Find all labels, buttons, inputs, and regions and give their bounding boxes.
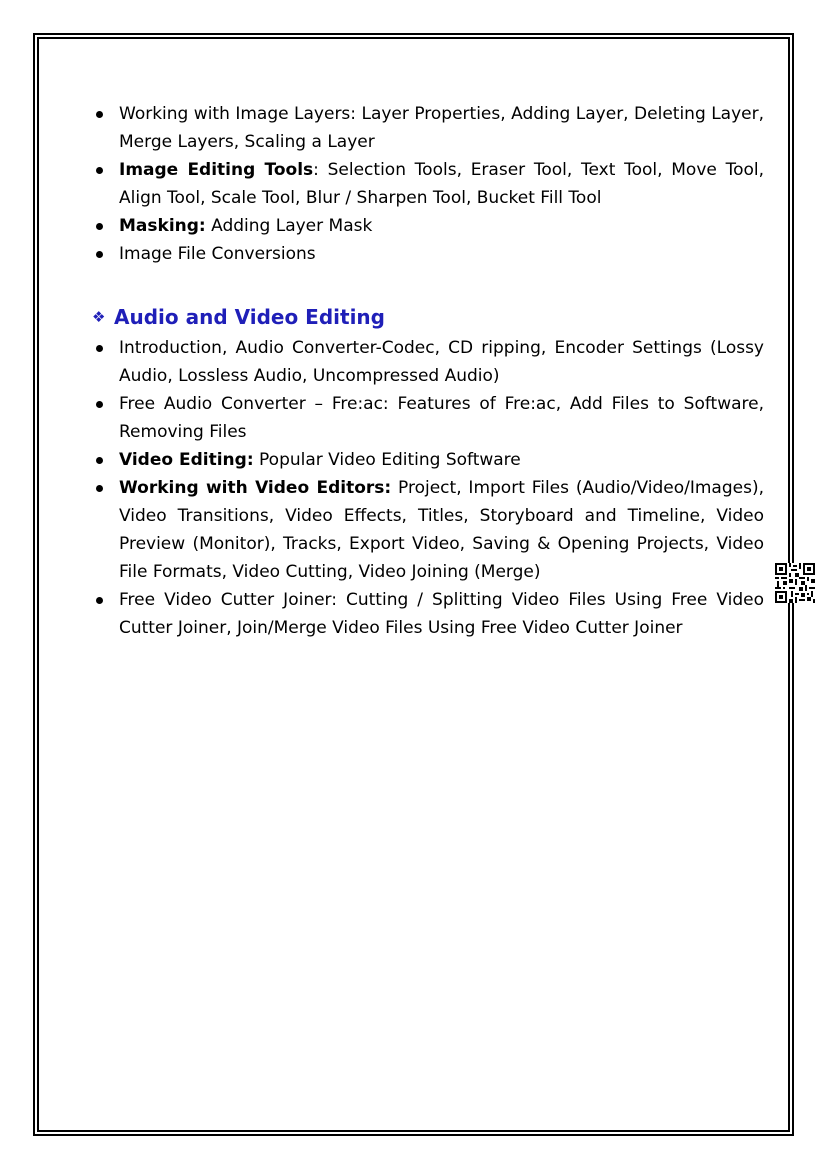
list-item-text: Working with Image Layers: Layer Properties, Adding Layer, Deleting Layer, Merge Layers, Scaling a Layer bbox=[119, 104, 764, 152]
list-item bbox=[92, 334, 764, 390]
list-item-text: Free Video Cutter Joiner: Cutting / Splitting Video Files Using Free Video Cutter Joiner, Join/Merge Video Files Using Free Video Cutter Joiner bbox=[119, 590, 764, 638]
section-heading-text: Audio and Video Editing bbox=[114, 305, 385, 329]
qr-code-icon[interactable] bbox=[775, 563, 815, 603]
list-item bbox=[92, 474, 764, 586]
bullet-icon bbox=[96, 457, 103, 464]
list-item-text: : Selection Tools, Eraser Tool, Text Tool, Move Tool, Align Tool, Scale Tool, Blur / Sharpen Tool, Bucket Fill Tool bbox=[119, 160, 764, 208]
list-item-text: Popular Video Editing Software bbox=[253, 450, 521, 470]
bullet-icon bbox=[96, 597, 103, 604]
list-item-lead: Working with Video Editors: bbox=[119, 478, 392, 498]
section-heading-audio-video bbox=[92, 302, 764, 332]
bullet-icon bbox=[96, 167, 103, 174]
bullet-icon bbox=[96, 223, 103, 230]
list-item bbox=[92, 100, 764, 156]
diamond-icon: ❖ bbox=[92, 308, 106, 326]
list-item bbox=[92, 212, 764, 240]
list-item-text: Image File Conversions bbox=[119, 244, 316, 264]
list-item-text: Introduction, Audio Converter-Codec, CD ripping, Encoder Settings (Lossy Audio, Lossless Audio, Uncompressed Audio) bbox=[119, 338, 764, 386]
bullet-icon bbox=[96, 485, 103, 492]
list-item-lead: Image Editing Tools bbox=[119, 160, 314, 180]
list-item bbox=[92, 446, 764, 474]
page-content bbox=[92, 100, 764, 642]
list-item-text: Project, Import Files (Audio/Video/Images), Video Transitions, Video Effects, Titles, Storyboard and Timeline, Video Preview (Monitor), Tracks, Export Video, Saving & Opening Projects, Video File Formats, Video Cutting, Video Joining (Merge) bbox=[119, 478, 764, 582]
audio-video-list bbox=[92, 334, 764, 642]
list-item-text: Free Audio Converter – Fre:ac: Features of Fre:ac, Add Files to Software, Removing Files bbox=[119, 394, 764, 442]
bullet-icon bbox=[96, 345, 103, 352]
list-item bbox=[92, 390, 764, 446]
list-item bbox=[92, 156, 764, 212]
list-item bbox=[92, 240, 764, 268]
list-item bbox=[92, 586, 764, 642]
list-item-lead: Video Editing: bbox=[119, 450, 254, 470]
bullet-icon bbox=[96, 251, 103, 258]
list-item-text: Adding Layer Mask bbox=[205, 216, 373, 236]
image-editing-list bbox=[92, 100, 764, 268]
bullet-icon bbox=[96, 401, 103, 408]
list-item-lead: Masking: bbox=[119, 216, 206, 236]
bullet-icon bbox=[96, 111, 103, 118]
